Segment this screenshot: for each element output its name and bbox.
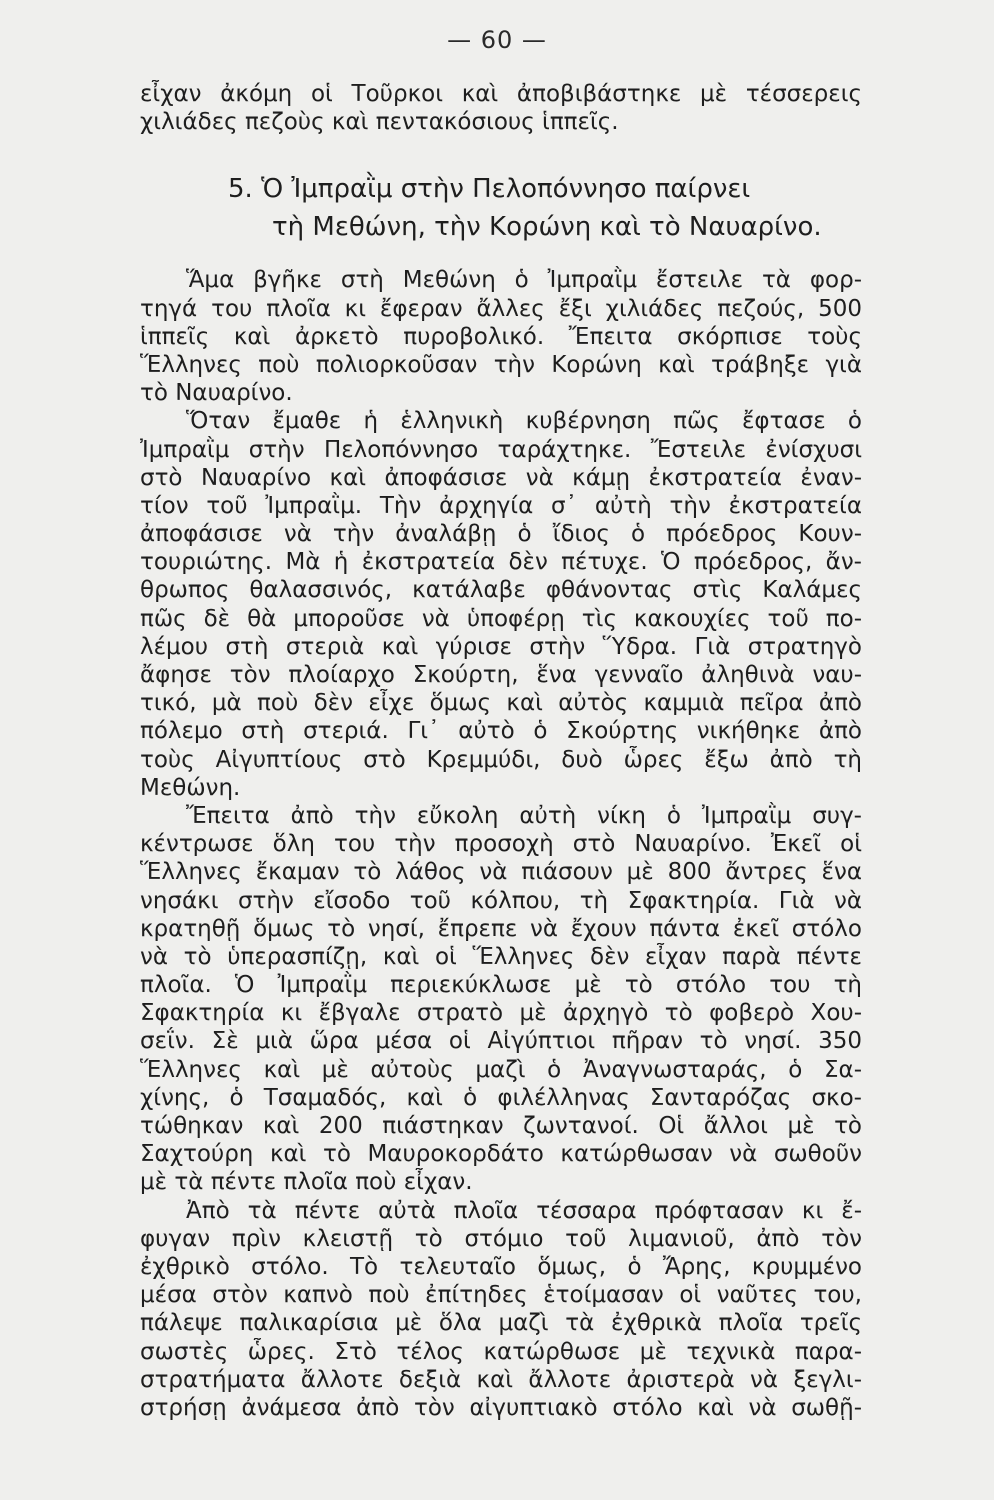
text-line: νησάκι στὴν εἴσοδο τοῦ κόλπου, τὴ Σφακτηρία. Γιὰ νὰ <box>140 887 862 914</box>
text-line: Ἅμα βγῆκε στὴ Μεθώνη ὁ Ἰμπραῒμ ἔστειλε τὰ φορ- <box>186 267 862 294</box>
text-line: σωστὲς ὧρες. Στὸ τέλος κατώρθωσε μὲ τεχνικὰ παρα- <box>140 1338 862 1365</box>
text-line: τηγά του πλοῖα κι ἔφεραν ἄλλες ἔξι χιλιάδες πεζούς, 500 <box>140 295 862 322</box>
text-line: Ἕλληνες ἔκαμαν τὸ λάθος νὰ πιάσουν μὲ 800 ἄντρες ἕνα <box>140 859 862 886</box>
text-line: Μεθώνη. <box>140 774 241 801</box>
text-line: πόλεμο στὴ στεριά. Γι᾽ αὐτὸ ὁ Σκούρτης νικήθηκε ἀπὸ <box>140 718 862 745</box>
text-line: ἱππεῖς καὶ ἀρκετὸ πυροβολικό. Ἔπειτα σκόρπισε τοὺς <box>140 323 862 350</box>
paragraph-2 <box>140 407 862 802</box>
text-line: τικό, μὰ ποὺ δὲν εἶχε ὅμως καὶ αὐτὸς καμμιὰ πεῖρα ἀπὸ <box>140 690 862 717</box>
text-line: Σφακτηρία κι ἔβγαλε στρατὸ μὲ ἀρχηγὸ τὸ φοβερὸ Χου- <box>140 1000 862 1027</box>
text-line: ἐχθρικὸ στόλο. Τὸ τελευταῖο ὅμως, ὁ Ἄρης, κρυμμένο <box>140 1253 862 1280</box>
text-line: τοὺς Αἰγυπτίους στὸ Κρεμμύδι, δυὸ ὧρες ἔξω ἀπὸ τὴ <box>140 746 862 773</box>
text-line: Ἰμπραῒμ στὴν Πελοπόννησο ταράχτηκε. Ἔστειλε ἐνίσχυσι <box>140 436 862 463</box>
text-line: πῶς δὲ θὰ μποροῦσε νὰ ὑποφέρῃ τὶς κακουχίες τοῦ πο- <box>140 605 862 632</box>
text-line: Ὅταν ἔμαθε ἡ ἑλληνικὴ κυβέρνηση πῶς ἔφτασε ὁ <box>186 408 862 435</box>
text-line: χίνης, ὁ Τσαμαδός, καὶ ὁ φιλέλληνας Σανταρόζας σκο- <box>140 1084 862 1111</box>
text-line: κρατηθῇ ὅμως τὸ νησί, ἔπρεπε νὰ ἔχουν πάντα ἐκεῖ στόλο <box>140 915 862 942</box>
paragraph-1 <box>140 266 862 407</box>
text-line: Σαχτούρη καὶ τὸ Μαυροκορδάτο κατώρθωσαν νὰ σωθοῦν <box>140 1141 862 1168</box>
section-heading <box>140 170 862 246</box>
text-line: μὲ τὰ πέντε πλοῖα ποὺ εἶχαν. <box>140 1169 473 1196</box>
text-line: ἄφησε τὸν πλοίαρχο Σκούρτη, ἕνα γενναῖο ἀληθινὰ ναυ- <box>140 662 862 688</box>
text-line: Ἀπὸ τὰ πέντε αὐτὰ πλοῖα τέσσαρα πρόφτασαν κι ἔ- <box>186 1197 862 1224</box>
text-line: στρήσῃ ἀνάμεσα ἀπὸ τὸν αἰγυπτιακὸ στόλο καὶ νὰ σωθῇ- <box>140 1394 862 1421</box>
page-text <box>140 80 862 1422</box>
text-line: ἀποφάσισε νὰ τὴν ἀναλάβῃ ὁ ἴδιος ὁ πρόεδρος Κουν- <box>140 521 862 548</box>
text-line: στρατήματα ἄλλοτε δεξιὰ καὶ ἄλλοτε ἀριστερὰ νὰ ξεγλι- <box>140 1366 862 1393</box>
text-line: τὸ Ναυαρίνο. <box>140 380 293 407</box>
text-line: Ἕλληνες ποὺ πολιορκοῦσαν τὴν Κορώνη καὶ τράβηξε γιὰ <box>140 351 862 378</box>
text-line: χιλιάδες πεζοὺς καὶ πεντακόσιους ἱππεῖς. <box>140 109 619 136</box>
text-line: τουριώτης. Μὰ ἡ ἐκστρατεία δὲν πέτυχε. Ὁ πρόεδρος, ἄν- <box>140 549 862 576</box>
paragraph-3 <box>140 802 862 1197</box>
text-line: στὸ Ναυαρίνο καὶ ἀποφάσισε νὰ κάμῃ ἐκστρατεία ἐναν- <box>140 464 862 491</box>
text-line: λέμου στὴ στεριὰ καὶ γύρισε στὴν Ὕδρα. Γιὰ στρατηγὸ <box>140 633 862 660</box>
text-line: πάλεψε παλικαρίσια μὲ ὅλα μαζὶ τὰ ἐχθρικὰ πλοῖα τρεῖς <box>140 1310 862 1337</box>
text-line: μέσα στὸν καπνὸ ποὺ ἐπίτηδες ἑτοίμασαν οἱ ναῦτες του, <box>140 1282 862 1309</box>
text-line: φυγαν πρὶν κλειστῇ τὸ στόμιο τοῦ λιμανιοῦ, ἀπὸ τὸν <box>140 1225 862 1252</box>
page-number: — 60 — <box>447 26 547 54</box>
text-line: Ἕλληνες καὶ μὲ αὐτοὺς μαζὶ ὁ Ἀναγνωσταράς, ὁ Σα- <box>140 1056 862 1083</box>
text-line: τώθηκαν καὶ 200 πιάστηκαν ζωντανοί. Οἱ ἄλλοι μὲ τὸ <box>140 1113 862 1139</box>
heading-line: τὴ Μεθώνη, τὴν Κορώνη καὶ τὸ Ναυαρίνο. <box>272 212 822 243</box>
text-line: εἶχαν ἀκόμη οἱ Τοῦρκοι καὶ ἀποβιβάστηκε μὲ τέσσερεις <box>140 81 862 107</box>
text-line: νὰ τὸ ὑπερασπίζῃ, καὶ οἱ Ἕλληνες δὲν εἶχαν παρὰ πέντε <box>140 943 862 970</box>
text-line: Ἔπειτα ἀπὸ τὴν εὔκολη αὐτὴ νίκη ὁ Ἰμπραῒμ συγ- <box>186 802 862 829</box>
text-line: πλοῖα. Ὁ Ἰμπραῒμ περιεκύκλωσε μὲ τὸ στόλο του τὴ <box>140 972 862 999</box>
text-line: σεΐν. Σὲ μιὰ ὥρα μέσα οἱ Αἰγύπτιοι πῆραν τὸ νησί. 350 <box>140 1028 862 1055</box>
paragraph-4 <box>140 1197 862 1423</box>
intro-paragraph <box>140 80 862 136</box>
text-line: θρωπος θαλασσινός, κατάλαβε φθάνοντας στὶς Καλάμες <box>140 577 862 604</box>
text-line: κέντρωσε ὅλη του τὴν προσοχὴ στὸ Ναυαρίνο. Ἐκεῖ οἱ <box>140 831 862 858</box>
heading-line: 5. Ὁ Ἰμπραῒμ στὴν Πελοπόννησο παίρνει <box>228 174 751 205</box>
text-line: τίον τοῦ Ἰμπραῒμ. Τὴν ἀρχηγία σ᾽ αὐτὴ τὴν ἐκστρατεία <box>140 492 862 519</box>
